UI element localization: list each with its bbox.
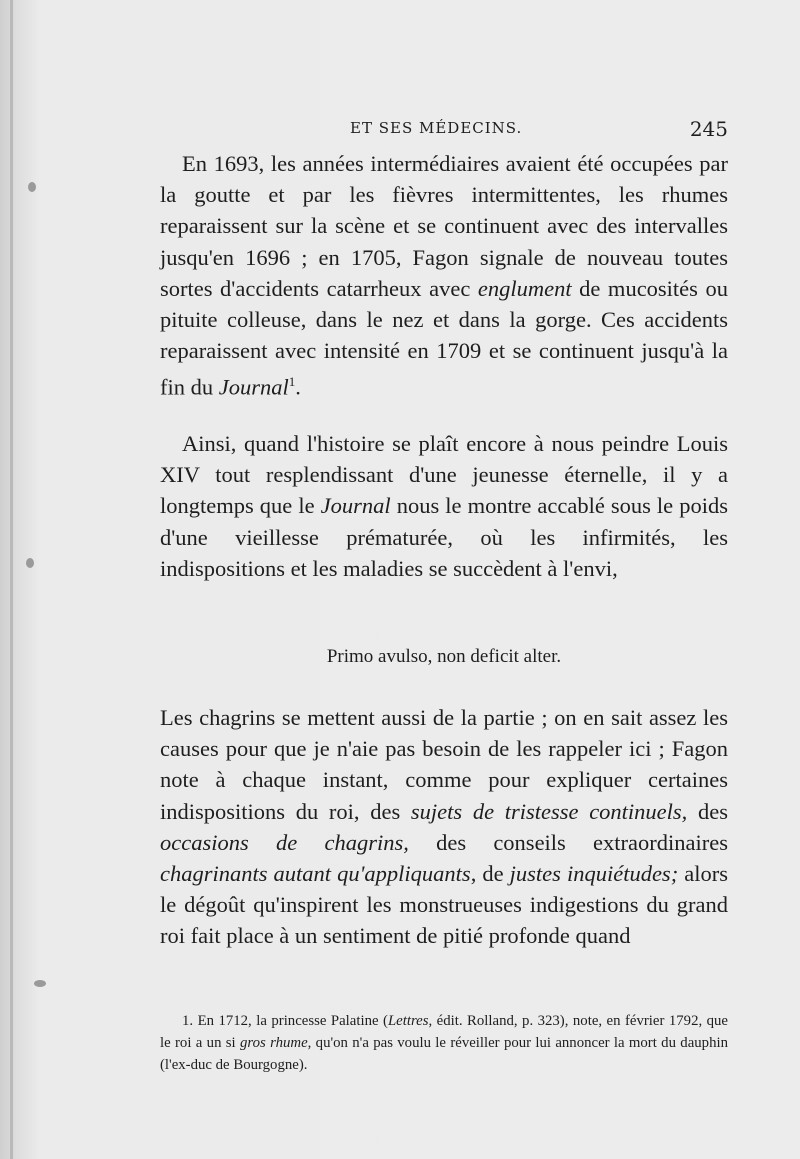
italic-run: englument xyxy=(477,275,572,301)
text-run: des xyxy=(687,798,728,824)
footnote xyxy=(160,1010,728,1077)
italic-run: gros rhume xyxy=(240,1035,308,1052)
footnote-reference: 1 xyxy=(288,374,296,390)
text-run: , qu'on n'a pas voulu le réveiller pour lui annoncer la mort du dauphin (l'ex-duc de Bourgogne). xyxy=(160,1035,728,1074)
margin-speck xyxy=(34,980,46,987)
margin-speck xyxy=(26,558,34,568)
text-run: , de xyxy=(470,861,510,887)
italic-run: Journal xyxy=(320,493,391,519)
text-run: de mucosités ou pituite colleuse, dans le nez et dans la gorge. Ces accidents reparaissent avec intensité en 1709 et se continuent jusqu'à la fin du xyxy=(160,275,728,400)
text-run: Ainsi, quand l'histoire se plaît encore à nous peindre Louis XIV tout resplendissant d'une jeunesse éternelle, il y a longtemps que le xyxy=(160,431,728,519)
paragraph-1 xyxy=(160,148,728,403)
margin-speck xyxy=(28,182,36,192)
text-run: , édit. Rolland, p. 323), note, en février 1792, que le roi a un si xyxy=(160,1013,728,1052)
paragraph-2 xyxy=(160,428,728,584)
page-spine-shadow xyxy=(10,0,13,1159)
latin-quote: Primo avulso, non deficit alter. xyxy=(326,646,562,667)
page-number: 245 xyxy=(689,117,728,141)
text-run: des conseils extraordinaires xyxy=(408,829,728,855)
text-run: Les chagrins se mettent aussi de la partie ; on en sait assez les causes pour que je n'aie pas besoin de les rappeler ici ; Fagon note à chaque instant, comme pour expliquer certaines indispositions du roi, des xyxy=(160,705,728,824)
italic-run: Lettres xyxy=(387,1013,429,1029)
italic-run: chagrinants autant qu'appliquants xyxy=(160,861,471,887)
italic-run: justes inquiétudes; xyxy=(509,861,679,887)
paragraph-3 xyxy=(160,702,728,952)
italic-run: Journal xyxy=(218,374,289,400)
running-head: ET SES MÉDECINS. xyxy=(350,119,523,137)
page-header xyxy=(160,117,728,141)
text-run: alors le dégoût qu'inspirent les monstrueuses indigestions du grand roi fait place à un sentiment de pitié profonde quand xyxy=(160,861,728,949)
text-run: . xyxy=(295,374,301,400)
text-run: En 1693, les années intermédiaires avaient été occupées par la goutte et par les fièvres intermittentes, les rhumes reparaissent sur la scène et se continuent avec des intervalles jusqu'en 1696 ; en 1705, Fagon signale de nouveau toutes sortes d'accidents catarrheux avec xyxy=(160,151,728,301)
text-run: nous le montre accablé sous le poids d'une vieillesse prématurée, où les infirmités, les indispositions et les maladies se succèdent à l'envi, xyxy=(160,493,728,581)
text-run: 1. En 1712, la princesse Palatine ( xyxy=(182,1013,388,1029)
italic-run: occasions de chagrins, xyxy=(160,829,409,855)
italic-run: sujets de tristesse continuels, xyxy=(410,798,688,824)
